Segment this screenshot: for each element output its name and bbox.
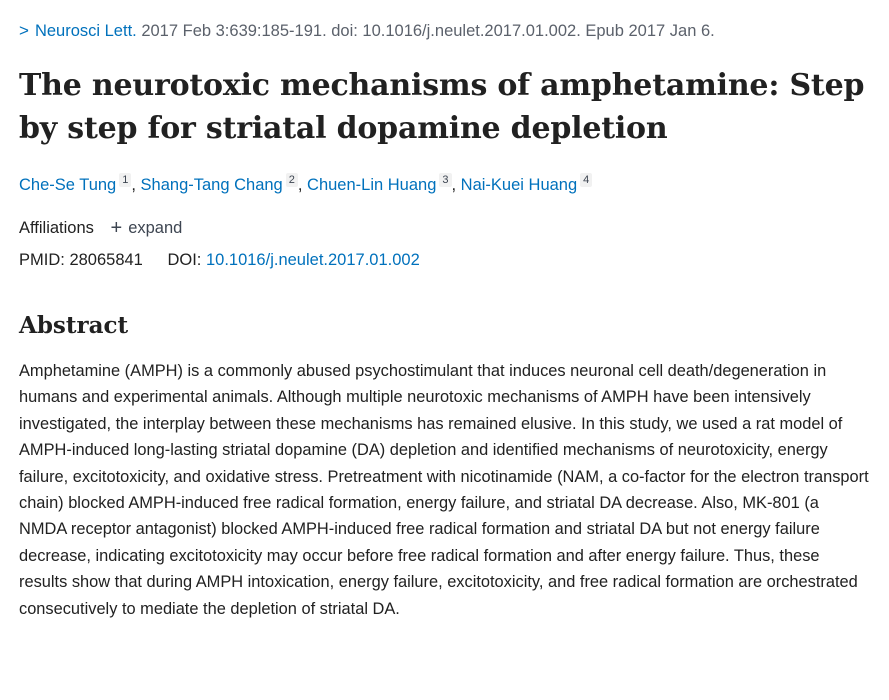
author-list: Che-Se Tung 1 , Shang-Tang Chang 2 , Chuen-Lin Huang 3 , Nai-Kuei Huang 4	[19, 172, 592, 198]
affiliations-row	[19, 216, 182, 240]
affiliation-number[interactable]: 2	[286, 173, 298, 187]
identifiers-row	[19, 248, 420, 272]
journal-link[interactable]: Neurosci Lett.	[34, 22, 137, 40]
affiliation-number[interactable]: 1	[119, 173, 131, 187]
author-link[interactable]: Shang-Tang Chang	[140, 176, 283, 194]
author-item	[19, 176, 131, 194]
doi-label: DOI:	[167, 251, 202, 269]
doi-link[interactable]: 10.1016/j.neulet.2017.01.002	[205, 251, 420, 269]
author-link[interactable]: Che-Se Tung	[19, 176, 117, 194]
author-link[interactable]: Chuen-Lin Huang	[307, 176, 437, 194]
pmid-label: PMID:	[19, 251, 65, 269]
affiliations-expand-button[interactable]	[111, 219, 183, 237]
citation-line	[19, 19, 715, 43]
citation-details: 2017 Feb 3:639:185-191. doi: 10.1016/j.neulet.2017.01.002. Epub 2017 Jan 6.	[141, 22, 715, 40]
chevron-right-icon[interactable]: >	[19, 21, 29, 40]
pmid-value: 28065841	[69, 251, 143, 269]
article-title: The neurotoxic mechanisms of amphetamine: Step by step for striatal dopamine depletion	[19, 68, 865, 146]
abstract-heading: Abstract	[19, 312, 129, 339]
affiliation-number[interactable]: 3	[439, 173, 451, 187]
affiliations-label: Affiliations	[19, 219, 94, 237]
author-item	[307, 176, 451, 194]
author-link[interactable]: Nai-Kuei Huang	[460, 176, 578, 194]
author-item	[461, 176, 593, 194]
affiliation-number[interactable]: 4	[580, 173, 592, 187]
author-item	[141, 176, 298, 194]
plus-icon: +	[110, 217, 123, 239]
expand-label: expand	[128, 219, 183, 237]
abstract-text: Amphetamine (AMPH) is a commonly abused psychostimulant that induces neuronal cell death/degeneration in humans and experimental animals. Although multiple neurotoxic mechanisms of AMPH have been intensively investigated, the interplay between these mechanisms has remained elusive. In this study, we used a rat model of AMPH-induced long-lasting striatal dopamine (DA) depletion and identified mechanisms of neurotoxicity, energy failure, excitotoxicity, and oxidative stress. Pretreatment with nicotinamide (NAM, a co-factor for the electron transport chain) blocked AMPH-induced free radical formation, energy failure, and striatal DA decrease. Also, MK-801 (a NMDA receptor antagonist) blocked AMPH-induced free radical formation and striatal DA but not energy failure decrease, indicating excitotoxicity may occur before free radical formation and after energy failure. Thus, these results show that during AMPH intoxication, energy failure, excitotoxicity, and free radical formation are orchestrated consecutively to mediate the depletion of striatal DA.	[19, 362, 869, 618]
